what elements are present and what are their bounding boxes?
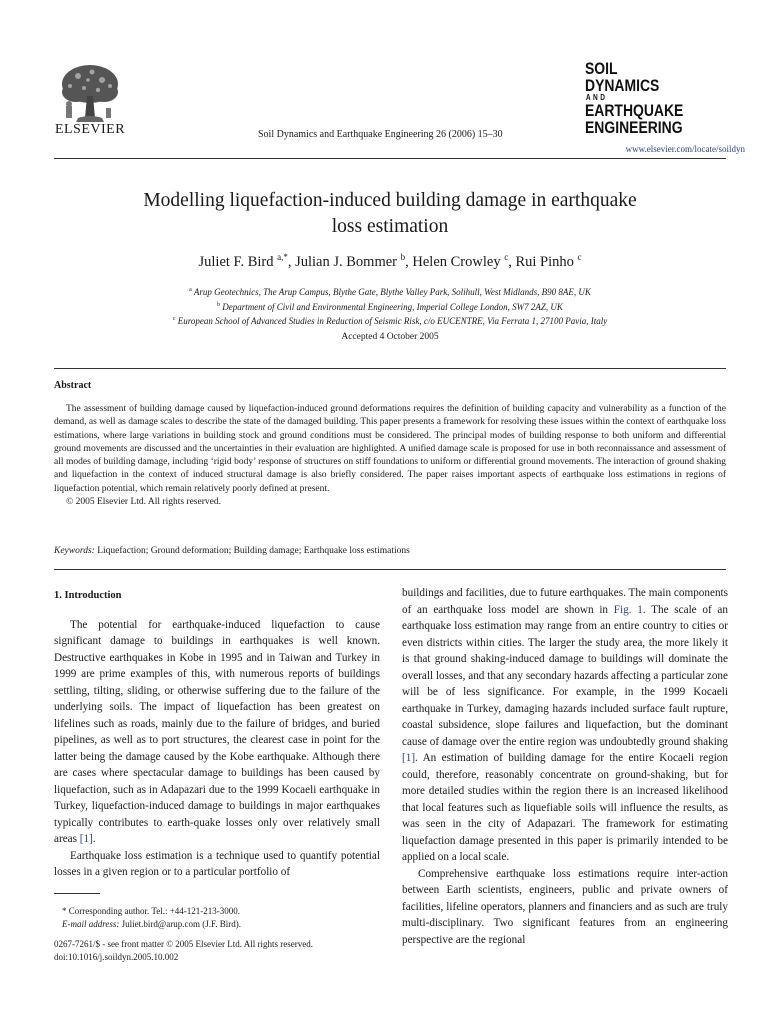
abstract-top-divider [54,368,726,369]
email-link[interactable]: Juliet.bird@arup.com (J.F. Bird). [119,918,241,929]
abstract-copyright: © 2005 Elsevier Ltd. All rights reserved. [66,497,221,508]
author-mark: c [504,252,509,262]
corresponding-author: * Corresponding author. Tel.: +44-121-213-3000. [62,906,241,916]
affiliation: $^b$ Department of Civil and Environmental Engineering, Imperial College London, SW7 2AZ, UK [217,301,563,312]
citation-link[interactable]: [1] [79,833,93,845]
journal-masthead [585,60,745,154]
paragraph: Earthquake loss estimation is a technique used to quantify potential losses in a given region or to a particular portfolio of [54,849,380,878]
figure-link[interactable]: Fig. 1 [613,603,643,616]
keywords [54,546,410,556]
masthead-line: SOIL DYNAMICS [585,59,660,95]
title-line: Modelling liquefaction-induced building damage in earthquake [143,190,637,211]
elsevier-tree-icon [58,62,122,124]
author-name[interactable]: Julian J. Bommer [295,253,398,270]
author-list: Juliet F. Bird $^{a,*}$, Julian J. Bommer $^b$, Helen Crowley $^c$, Rui Pinho $^c$ [198,252,582,270]
journal-url-link[interactable]: www.elsevier.com/locate/soildyn [625,144,745,154]
paragraph: buildings and facilities, due to future earthquakes. The main components of an earthquake loss model are shown in Fig. 1. The scale of an earthquake loss estimation may range from an entire country to cities or even districts within cities. The larger the study area, the more likely it is that ground shaking-induced damage to buildings will dominate the overall losses, and that any secondary hazards affecting a particular zone will be of less significance. For example, in the 1999 Kocaeli earthquake in Turkey, damaging hazards included surface fault rupture, coastal subsidence, slope failures and liquefaction, but the dominant cause of damage over the entire region was undoubtedly ground shaking [1]. An estimation of building damage for the entire Kocaeli region could, therefore, reasonably concentrate on ground-shaking, but for more detailed studies within the region there is an increased likelihood that local features such as liquefiable soils will influence the results, as was seen in the city of Adapazari. The framework for estimating liquefaction damage presented in this paper is primarily intended to be applied on a local scale. [402,587,728,863]
journal-citation: Soil Dynamics and Earthquake Engineering 26 (2006) 15–30 [258,129,503,140]
header-divider [54,158,726,159]
abstract-heading: Abstract [54,380,92,391]
author-name[interactable]: Helen Crowley [412,253,501,270]
footnote-divider [54,893,100,894]
author-name[interactable]: Juliet F. Bird [198,253,274,270]
affiliation-list [60,284,720,328]
author-mark: c [577,252,582,262]
paragraph: Comprehensive earthquake loss estimations require inter-action between Earth scientists, engineers, public and private owners of facilities, lifeline operators, planners and financiers and as such are truly multi-disciplinary. Two significant features from an engineering perspective are the regional [402,867,728,946]
email-line: E-mail address: Juliet.bird@arup.com (J.F. Bird). [62,918,241,929]
masthead-line: AND [585,93,608,102]
article-title [60,188,720,240]
doi-link[interactable]: doi:10.1016/j.soildyn.2005.10.002 [54,951,179,962]
citation-link[interactable]: [1] [402,752,416,764]
affiliation: $^a$ Arup Geotechnics, The Arup Campus, Blythe Gate, Blythe Valley Park, Solihull, West Midlands, B90 8AE, UK [189,287,591,297]
accepted-date: Accepted 4 October 2005 [341,332,439,342]
issn-line: 0267-7261/$ - see front matter © 2005 Elsevier Ltd. All rights reserved. [54,939,314,949]
author-mark: b [400,252,406,262]
elsevier-logo [52,62,128,138]
issn-doi [54,938,313,963]
abstract-text: The assessment of building damage caused by liquefaction-induced ground deformations requires the definition of building capacity and vulnerability as a function of the demand, as well as damage scales to describe the state of the damaged building. This paper presents a framework for resolving these issues within the context of earthquake loss estimations, where large variations in building stock and ground conditions must be considered. The principal modes of building response to both uniform and differential ground movements are discussed and the uncertainties in their evaluation are highlighted. A unified damage scale is proposed for use in both reconnaissance and assessment of all modes of building damage, including ‘rigid body’ response of structures on stiff foundations to uniform or differential ground movements. The interaction of ground shaking and liquefaction in the context of induced structural damage is also briefly considered. The paper raises important aspects of earthquake loss estimations in regions of liquefaction potential, which remain relatively poorly defined at present. [54,404,726,494]
body-column-right [402,585,728,948]
author-name[interactable]: Rui Pinho [515,253,574,270]
abstract-bottom-divider [54,569,726,570]
publisher-name: ELSEVIER [54,122,126,137]
section-heading: 1. Introduction [54,590,122,601]
keywords-text: Liquefaction; Ground deformation; Building damage; Earthquake loss estimations [94,546,410,556]
body-column-left [54,588,380,881]
abstract-body [54,403,726,509]
affiliation: $^c$ European School of Advanced Studies in Reduction of Seismic Risk, c/o EUCENTRE, Via Ferrata 1, 27100 Pavia, Italy [172,316,608,326]
paragraph: The potential for earthquake-induced liquefaction to cause significant damage to buildings in earthquakes is well known. Destructive earthquakes in Kobe in 1995 and in Taiwan and Turkey in 1999 are prime examples of this, with numerous reports of buildings settling, tilting, sliding, or otherwise suffering due to the failure of the underlying soils. The impact of liquefaction has been greatest on lifelines such as roads, mainly due to the failure of bridges, and buried pipelines, as well as to port structures, the clearest case in point for the latter being the damage caused by the Kobe earthquake. Although there are cases where spectacular damage to buildings has been caused by liquefaction, such as in Adapazari due to the 1999 Kocaeli earthquake in Turkey, liquefaction-induced damage to buildings in major earthquakes typically contributes to earth-quake losses only over relatively small areas [1]. [54,618,380,845]
masthead-line: EARTHQUAKE [585,101,684,120]
footnote [62,905,241,930]
title-line: loss estimation [331,216,449,237]
author-mark: a,* [277,252,288,262]
masthead-line: ENGINEERING [585,118,683,137]
keywords-label: Keywords: [54,546,95,556]
